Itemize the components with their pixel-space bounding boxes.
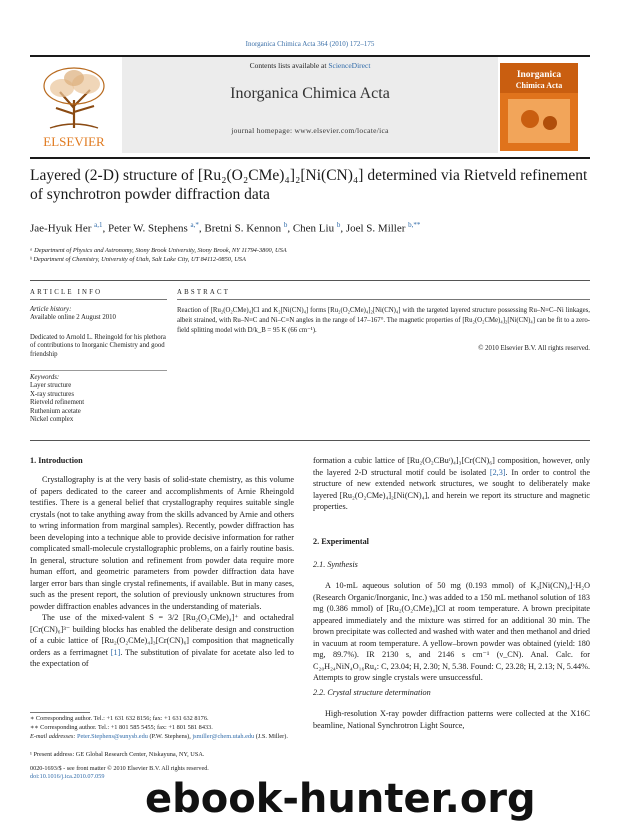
journal-reference: Inorganica Chimica Acta 364 (2010) 172–175	[245, 40, 375, 48]
dedication: Dedicated to Arnold L. Rheingold for his plethora of contributions to Inorganic Chemistry and good friendship	[30, 334, 166, 358]
contents-line: Contents lists available at ScienceDirect	[249, 61, 371, 70]
elsevier-logo-text: ELSEVIER	[43, 134, 105, 149]
divider	[177, 299, 590, 300]
footnote-present-address: ¹ Present address: GE Global Research Center, Niskayuna, NY, USA.	[30, 751, 205, 758]
keywords	[30, 374, 167, 424]
keywords-label: Keywords:	[30, 374, 60, 381]
sciencedirect-link[interactable]: ScienceDirect	[328, 61, 371, 70]
author-affil-mark: b	[336, 221, 341, 229]
issn-line: 0020-1693/$ - see front matter © 2010 Elsevier B.V. All rights reserved.	[30, 765, 209, 772]
introduction-body	[30, 474, 294, 670]
crystal-structure-body	[313, 708, 590, 731]
footnote-divider	[30, 712, 90, 713]
keyword: X-ray structures	[30, 390, 74, 398]
abstract-heading: ABSTRACT	[177, 289, 231, 296]
cover-title-line1: Inorganica	[516, 70, 562, 80]
citation-link[interactable]: [1]	[110, 647, 121, 657]
paragraph: Crystallography is at the very basis of solid-state chemistry, as this volume of papers dedicated to the career and accomplishments of Arnie Rheingold testifies. There is a general belief that crystallography requires suitable single crystals (not to take anything away from the skills advanced by Arnie and others to wring information from marginal samples). Recently, powder diffraction has been developing into a technique able to provide decisive information for rather complicated small-molecule crystallographic problems, on a fairly routine basis. In general, structure solution and refinement from powder data require more human effort, and geometric parameters from powder diffraction data have larger error bars than single crystal refinements, if available. But in many cases, such as the present report, the solution of previously unknown structures from powder diffraction enables advances in the understanding of materials.	[30, 475, 294, 611]
history-value: Available online 2 August 2010	[30, 314, 116, 322]
affiliation-a: ᵃ Department of Physics and Astronomy, Stony Brook University, Stony Brook, NY 11794-3800, USA	[30, 247, 287, 254]
section-heading-introduction: 1. Introduction	[30, 456, 83, 465]
journal-header-band	[122, 57, 498, 153]
history-label: Article history:	[30, 306, 72, 313]
introduction-continued	[313, 455, 590, 513]
author-name[interactable]: Chen Liu	[292, 222, 335, 235]
article-title: Layered (2-D) structure of [Ru₂(O₂CMe)₄]₂[Ni(CN)₄] determined via Rietveld refinement of synchrotron powder diffraction data	[30, 167, 588, 203]
paragraph: A 10-mL aqueous solution of 50 mg (0.193 mmol) of K₂[Ni(CN)₄]·H₂O (Research Organic/Inorganic, Inc.) was added to a 150 mL methanol solution of 183 mg (0.386 mmol) of [Ru₂(O₂CMe)₄]Cl at room temperature. A brown precipitate appeared immediately and the mixture was stirred for an additional 30 min. The brown precipitate was collected and washed with water and then methanol and dried in vacuum at room temperature. A yellow–brown powder was obtained (yield: 180 mg, 89.7%). IR 2130 s, and 2146 s cm⁻¹ (ν_CN). Anal. Calc. for C₂₀H₂₄NiN₄O₁₆Ru₄: C, 23.04; H, 2.30; N, 5.38. Found: C, 23.28; H, 2.13; N, 5.44%. Attempts to grow single crystals were unsuccessful.	[313, 581, 590, 682]
author-name[interactable]: Peter W. Stephens	[108, 222, 188, 235]
author-affil-mark: a,1	[94, 221, 103, 229]
watermark: ebook-hunter.org	[145, 776, 536, 822]
journal-cover-image	[500, 63, 578, 151]
footnote-emails: E-mail addresses: Peter.Stephens@sunysb.edu (P.W. Stephens), jsmiller@chem.utah.edu (J.S. Miller).	[30, 733, 288, 740]
keyword: Layer structure	[30, 382, 72, 390]
section-heading-experimental: 2. Experimental	[313, 537, 369, 546]
synthesis-body	[313, 580, 590, 684]
divider	[30, 370, 167, 371]
keyword: Nickel complex	[30, 416, 74, 424]
journal-homepage: journal homepage: www.elsevier.com/locate/ica	[231, 126, 389, 135]
article-history	[30, 306, 167, 323]
keyword: Ruthenium acetate	[30, 407, 81, 415]
author-affil-mark: b	[283, 221, 288, 229]
author-name[interactable]: Jae-Hyuk Her	[30, 222, 92, 235]
elsevier-logo	[30, 62, 118, 152]
author-affil-mark: b,**	[408, 221, 421, 229]
homepage-url[interactable]: www.elsevier.com/locate/ica	[294, 126, 389, 135]
subsection-heading-synthesis: 2.1. Synthesis	[313, 560, 358, 569]
citation-link[interactable]: [2,3]	[489, 467, 506, 477]
divider	[30, 299, 167, 300]
footnote-corresponding-1: ∗ Corresponding author. Tel.: +1 631 632 8156; fax: +1 631 632 8176.	[30, 715, 209, 722]
journal-title: Inorganica Chimica Acta	[230, 85, 390, 102]
subsection-heading-crystal-structure: 2.2. Crystal structure determination	[313, 688, 431, 697]
cover-title-line2: Chimica Acta	[515, 81, 563, 90]
email-link[interactable]: jsmiller@chem.utah.edu	[192, 733, 255, 740]
copyright-notice: © 2010 Elsevier B.V. All rights reserved.	[478, 345, 590, 352]
doi-link[interactable]: doi:10.1016/j.ica.2010.07.059	[30, 773, 105, 780]
author-name[interactable]: Joel S. Miller	[345, 222, 406, 235]
divider	[30, 440, 590, 441]
author-name[interactable]: Bretni S. Kennon	[204, 222, 282, 235]
paragraph: The use of the mixed-valent S = 3/2 [Ru₂(O₂CMe)₄]⁺ and octahedral [Cr(CN)₆]³⁻ building blocks has enabled the deliberate design and construction of a cubic lattice of [Ru₂(O₂CMe)₄]₃[Cr(CN)₆] composition that magnetically orders as a ferrimagnet [1]. The substitution of pivalate for acetate also led to the expectation of	[30, 613, 294, 668]
paragraph: High-resolution X-ray powder diffraction patterns were collected at the X16C beamline, National Synchrotron Light Source,	[313, 709, 590, 730]
author-affil-mark: a,*	[190, 221, 199, 229]
footnote-corresponding-2: ∗∗ Corresponding author. Tel.: +1 801 585 5455; fax: +1 801 581 8433.	[30, 724, 213, 731]
email-link[interactable]: Peter.Stephens@sunysb.edu	[77, 733, 148, 740]
abstract-text: Reaction of [Ru₂(O₂CMe)₄]Cl and K₂[Ni(CN)₄] forms [Ru₂(O₂CMe)₄]₂[Ni(CN)₄] with the targeted layered structure possessing Ru–N≡C–Ni linkages, albeit strained, with Ru–N≡C and Ni–C≡N angles in the range of 147–167°. The magnetic properties of [Ru₂(O₂CMe)₄]₂[Ni(CN)₄] can be fit to a zero-field splitting model with D/k_B = 95 K (66 cm⁻¹).	[177, 307, 590, 334]
paragraph: formation a cubic lattice of [Ru₂(O₂CBuᵗ)₄]₃[Cr(CN)₆] composition, however, only the layered 2-D structural motif could be isolated [2,3]. In order to control the structure of new extended network structures, we sought to deliberately make layered [Ru₂(O₂CMe)₄]₂[Ni(CN)₄], and herein we report its structure and magnetic properties.	[313, 456, 590, 511]
affiliation-b: ᵇ Department of Chemistry, University of Utah, Salt Lake City, UT 84112-0850, USA	[30, 256, 246, 263]
divider	[30, 280, 590, 281]
article-info-heading: ARTICLE INFO	[30, 289, 103, 296]
keyword: Rietveld refinement	[30, 399, 85, 407]
author-list: Jae-Hyuk Her $^{a,1}$, Peter W. Stephens $^{a,*}$, Bretni S. Kennon $^b$, Chen Liu $^b$, Joel S. Miller $^{b,**}$	[30, 221, 421, 235]
